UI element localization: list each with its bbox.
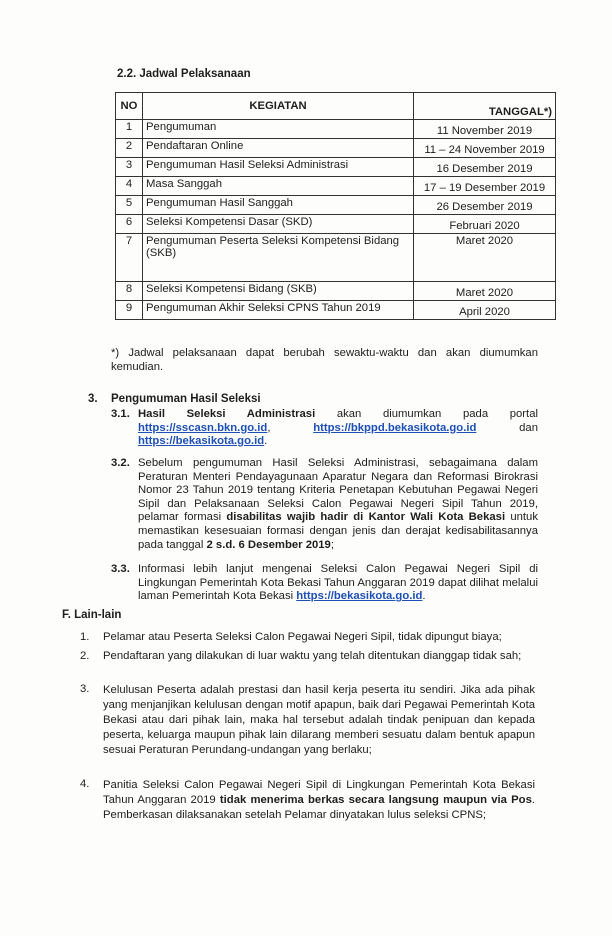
section3-number: 3. — [88, 393, 98, 405]
schedule-title: 2.2. Jadwal Pelaksanaan — [117, 68, 251, 80]
f-item-2-number: 2. — [80, 650, 90, 662]
row-kegiatan: Pengumuman Peserta Seleksi Kompetensi Bidang (SKB) — [143, 234, 414, 282]
bekasikota-link-2[interactable]: https://bekasikota.go.id — [296, 590, 423, 603]
header-no: NO — [116, 93, 143, 120]
item-3-3-end: . — [422, 590, 426, 603]
item-3-2-bold1: disabilitas wajib hadir di Kantor Wali Kota Bekasi — [226, 511, 506, 524]
row-tanggal: Maret 2020 — [414, 234, 556, 282]
row-kegiatan: Pengumuman Hasil Sanggah — [143, 196, 414, 215]
row-tanggal: 16 Desember 2019 — [414, 158, 556, 177]
header-kegiatan: KEGIATAN — [143, 93, 414, 120]
table-row — [116, 196, 556, 215]
row-tanggal: Februari 2020 — [414, 215, 556, 234]
f-item-3-number: 3. — [80, 683, 90, 695]
section3-title: Pengumuman Hasil Seleksi — [111, 393, 261, 405]
table-row — [116, 120, 556, 139]
item-3-3 — [138, 563, 538, 604]
item-3-1-bold: Hasil Seleksi Administrasi — [138, 408, 316, 420]
item-3-2-text1: Sebelum pengumuman Hasil Seleksi Administrasi, sebagaimana dalam Peraturan Menteri Pendayagunaan Aparatur Negara dan Reformasi Birokrasi Nomor 23 Tahun 2019 tentang Kriteria Penetapan Kebutuhan Pegawai Negeri Sipil dan Pelaksanaan Seleksi Calon Pegawai Negeri Sipil Tahun 2019, pelamar formasi — [138, 457, 538, 524]
item-3-3-number: 3.3. — [111, 563, 130, 575]
item-3-2-number: 3.2. — [111, 457, 130, 469]
f-item-2: Pendaftaran yang dilakukan di luar waktu yang telah ditentukan dianggap tidak sah; — [103, 650, 522, 662]
table-row — [116, 301, 556, 320]
item-3-1-sep2: dan — [476, 421, 538, 434]
f-item-4 — [103, 778, 535, 823]
sscasn-link[interactable]: https://sscasn.bkn.go.id — [138, 421, 268, 434]
row-no: 7 — [116, 234, 143, 282]
row-tanggal: 11 – 24 November 2019 — [414, 139, 556, 158]
f-item-1-number: 1. — [80, 631, 90, 643]
table-row — [116, 234, 556, 282]
table-row — [116, 177, 556, 196]
row-no: 9 — [116, 301, 143, 320]
table-header — [116, 93, 556, 120]
item-3-1-sep1: , — [267, 421, 314, 434]
section-f-title: F. Lain-lain — [62, 609, 122, 621]
row-kegiatan: Pengumuman Akhir Seleksi CPNS Tahun 2019 — [143, 301, 414, 320]
table-row — [116, 158, 556, 177]
row-no: 6 — [116, 215, 143, 234]
row-tanggal: 26 Desember 2019 — [414, 196, 556, 215]
item-3-2-bold2: 2 s.d. 6 Desember 2019 — [206, 538, 331, 551]
item-3-1-number: 3.1. — [111, 408, 130, 420]
bkppd-link[interactable]: https://bkppd.bekasikota.go.id — [313, 421, 477, 434]
row-tanggal: April 2020 — [414, 301, 556, 320]
f-item-3: Kelulusan Peserta adalah prestasi dan hasil kerja peserta itu sendiri. Jika ada pihak yang menjanjikan kelulusan dengan motif apapun, baik dari Pegawai Pemerintah Kota Bekasi atau dari pihak lain, maka hal tersebut adalah tindak penipuan dan kepada peserta, keluarga maupun pihak lain dilarang memberi sesuatu dalam bentuk apapun sesuai Peraturan Perundang-undangan yang berlaku; — [103, 684, 535, 756]
item-3-2-end: ; — [330, 538, 334, 551]
schedule-note: *) Jadwal pelaksanaan dapat berubah sewaktu-waktu dan akan diumumkan kemudian. — [111, 347, 538, 373]
header-tanggal: TANGGAL*) — [414, 93, 556, 120]
row-kegiatan: Masa Sanggah — [143, 177, 414, 196]
item-3-2 — [138, 457, 538, 552]
bekasikota-link[interactable]: https://bekasikota.go.id — [138, 435, 265, 448]
f-item-4-bold: tidak menerima berkas secara langsung maupun via Pos — [219, 794, 532, 806]
row-no: 8 — [116, 282, 143, 301]
row-tanggal: 11 November 2019 — [414, 120, 556, 139]
row-no: 2 — [116, 139, 143, 158]
item-3-2-text2: untuk memastikan kesesuaian formasi dengan jenis dan derajat kedisabilitasannya pada tanggal — [138, 511, 538, 551]
row-kegiatan: Pengumuman — [143, 120, 414, 139]
row-no: 1 — [116, 120, 143, 139]
table-row — [116, 282, 556, 301]
item-3-3-text: Informasi lebih lanjut mengenai Seleksi Calon Pegawai Negeri Sipil di Lingkungan Pemerintah Kota Bekasi Tahun Anggaran 2019 dapat dilihat melalui laman Pemerintah Kota Bekasi — [138, 563, 538, 603]
row-tanggal: 17 – 19 Desember 2019 — [414, 177, 556, 196]
row-no: 5 — [116, 196, 143, 215]
row-no: 4 — [116, 177, 143, 196]
row-no: 3 — [116, 158, 143, 177]
row-kegiatan: Pendaftaran Online — [143, 139, 414, 158]
item-3-1-text: akan diumumkan pada portal — [315, 408, 538, 420]
row-tanggal: Maret 2020 — [414, 282, 556, 301]
f-item-4-text1: Panitia Seleksi Calon Pegawai Negeri Sipil di Lingkungan Pemerintah Kota Bekasi Tahun Anggaran 2019 — [103, 779, 535, 806]
f-item-4-text2: . Pemberkasan dilaksanakan setelah Pelamar dinyatakan lulus seleksi CPNS; — [103, 794, 535, 821]
f-item-1: Pelamar atau Peserta Seleksi Calon Pegawai Negeri Sipil, tidak dipungut biaya; — [103, 631, 502, 643]
row-kegiatan: Seleksi Kompetensi Dasar (SKD) — [143, 215, 414, 234]
schedule-table — [115, 92, 556, 320]
f-item-4-number: 4. — [80, 778, 90, 790]
row-kegiatan: Pengumuman Hasil Seleksi Administrasi — [143, 158, 414, 177]
item-3-1-end: . — [264, 435, 268, 448]
row-kegiatan: Seleksi Kompetensi Bidang (SKB) — [143, 282, 414, 301]
table-row — [116, 215, 556, 234]
item-3-1 — [138, 408, 538, 449]
table-row — [116, 139, 556, 158]
